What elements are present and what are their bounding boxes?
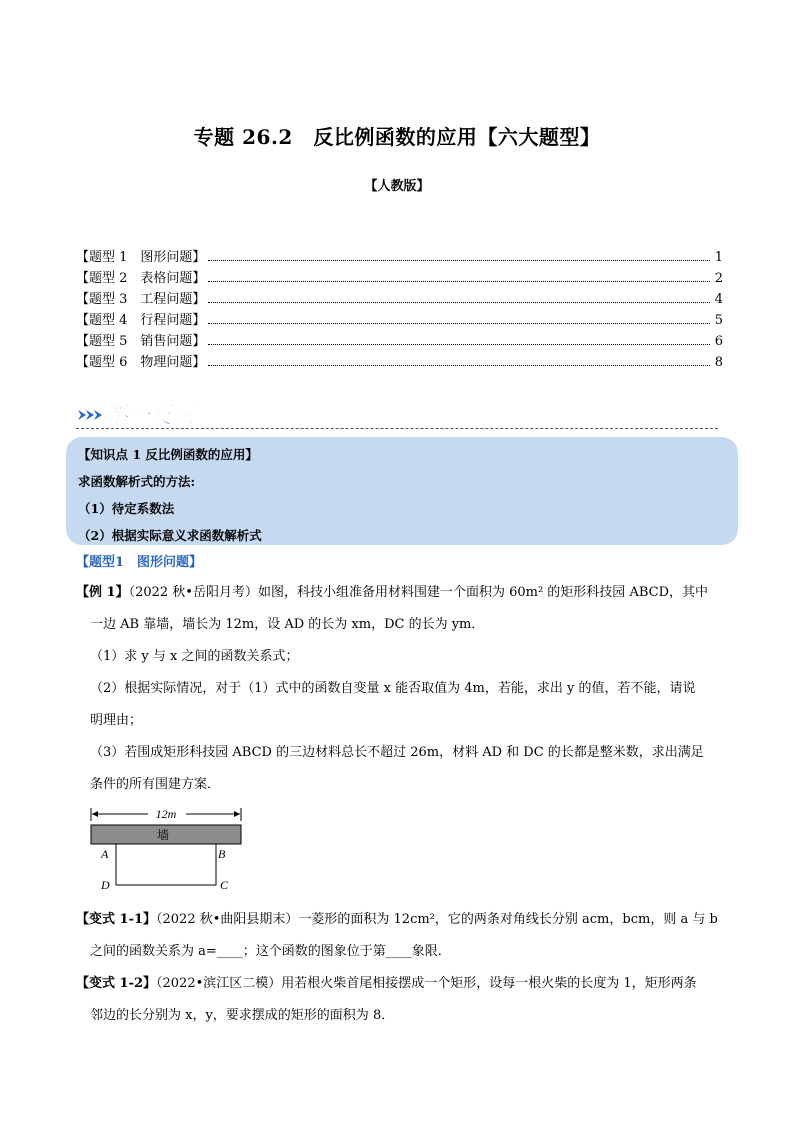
variant-text: （2022 秋•曲阳县期末）一菱形的面积为 12cm²，它的两条对角线长分别 acm，bcm，则 a 与 b	[156, 912, 718, 927]
toc-label: 【题型 2 表格问题】	[76, 271, 206, 286]
toc-page: 5	[714, 313, 723, 328]
question-1: （1）求 y 与 x 之间的函数关系式；	[90, 649, 299, 664]
edition-label: 【人教版】	[364, 179, 430, 194]
vertex-b: B	[218, 847, 226, 861]
toc-label: 【题型 6 物理问题】	[76, 355, 206, 370]
toc-page: 8	[714, 355, 723, 370]
toc-leader	[208, 323, 710, 324]
toc-page: 2	[714, 271, 723, 286]
example-text: （2022 秋•岳阳月考）如图，科技小组准备用材料围建一个面积为 60m² 的矩形科技园 ABCD，其中	[128, 585, 708, 600]
fence-outline	[116, 844, 216, 885]
toc-leader	[208, 365, 710, 366]
variant-tag: 【变式 1-1】	[76, 912, 157, 927]
toc-leader	[208, 281, 710, 282]
variant-text: （2022•滨江区二模）用若根火柴首尾相接摆成一个矩形，设每一根火柴的长度为 1，矩形两条	[156, 976, 697, 991]
toc-row-1[interactable]	[76, 246, 723, 267]
rectangle-figure	[86, 803, 256, 898]
toc-leader	[208, 302, 710, 303]
variant-line	[76, 976, 697, 992]
knowledge-line: （2）根据实际意义求函数解析式	[78, 528, 262, 543]
toc-page: 4	[714, 292, 723, 307]
banner-graphic	[76, 400, 246, 430]
banner-divider	[76, 428, 718, 429]
section-heading: 【题型1 图形问题】	[76, 555, 203, 570]
table-of-contents	[76, 246, 723, 372]
knowledge-line: 求函数解析式的方法:	[78, 474, 196, 489]
variant-text: 邻边的长分别为 x，y，要求摆成的矩形的面积为 8．	[90, 1008, 395, 1023]
question-3-cont: 条件的所有围建方案．	[90, 777, 221, 792]
example-text: 一边 AB 靠墙，墙长为 12m，设 AD 的长为 xm，DC 的长为 ym．	[90, 617, 485, 632]
banner-text: 举一反三	[106, 404, 195, 429]
knowledge-line: （1）待定系数法	[78, 501, 175, 516]
vertex-d: D	[101, 878, 110, 892]
vertex-c: C	[220, 878, 229, 892]
question-3: （3）若围成矩形科技园 ABCD 的三边材料总长不超过 26m，材料 AD 和 DC 的长都是整米数，求出满足	[90, 745, 704, 760]
toc-label: 【题型 4 行程问题】	[76, 313, 206, 328]
example-line	[76, 585, 708, 601]
toc-row-5[interactable]	[76, 330, 723, 351]
question-2-cont: 明理由；	[90, 713, 143, 728]
knowledge-box	[66, 437, 738, 545]
example-tag: 【例 1】	[76, 585, 129, 600]
variant-text: 之间的函数关系为 a=____；这个函数的图象位于第____象限．	[90, 944, 451, 959]
toc-label: 【题型 5 销售问题】	[76, 334, 206, 349]
toc-leader	[208, 344, 710, 345]
arrows-icon	[78, 410, 102, 420]
question-2: （2）根据实际情况，对于（1）式中的函数自变量 x 能否取值为 4m，若能，求出 y 的值，若不能，请说	[90, 681, 696, 696]
length-label: 12m	[155, 807, 177, 821]
toc-row-3[interactable]	[76, 288, 723, 309]
toc-page: 6	[714, 334, 723, 349]
page-title: 专题 26.2 反比例函数的应用【六大题型】	[193, 125, 601, 149]
toc-label: 【题型 3 工程问题】	[76, 292, 206, 307]
toc-page: 1	[714, 250, 723, 265]
variant-tag: 【变式 1-2】	[76, 976, 157, 991]
toc-label: 【题型 1 图形问题】	[76, 250, 206, 265]
wall-label: 墙	[156, 828, 170, 842]
toc-row-2[interactable]	[76, 267, 723, 288]
toc-row-4[interactable]	[76, 309, 723, 330]
knowledge-title: 【知识点 1 反比例函数的应用】	[78, 447, 258, 462]
toc-row-6[interactable]	[76, 351, 723, 372]
toc-leader	[208, 260, 710, 261]
vertex-a: A	[101, 847, 109, 861]
variant-line	[76, 912, 718, 928]
